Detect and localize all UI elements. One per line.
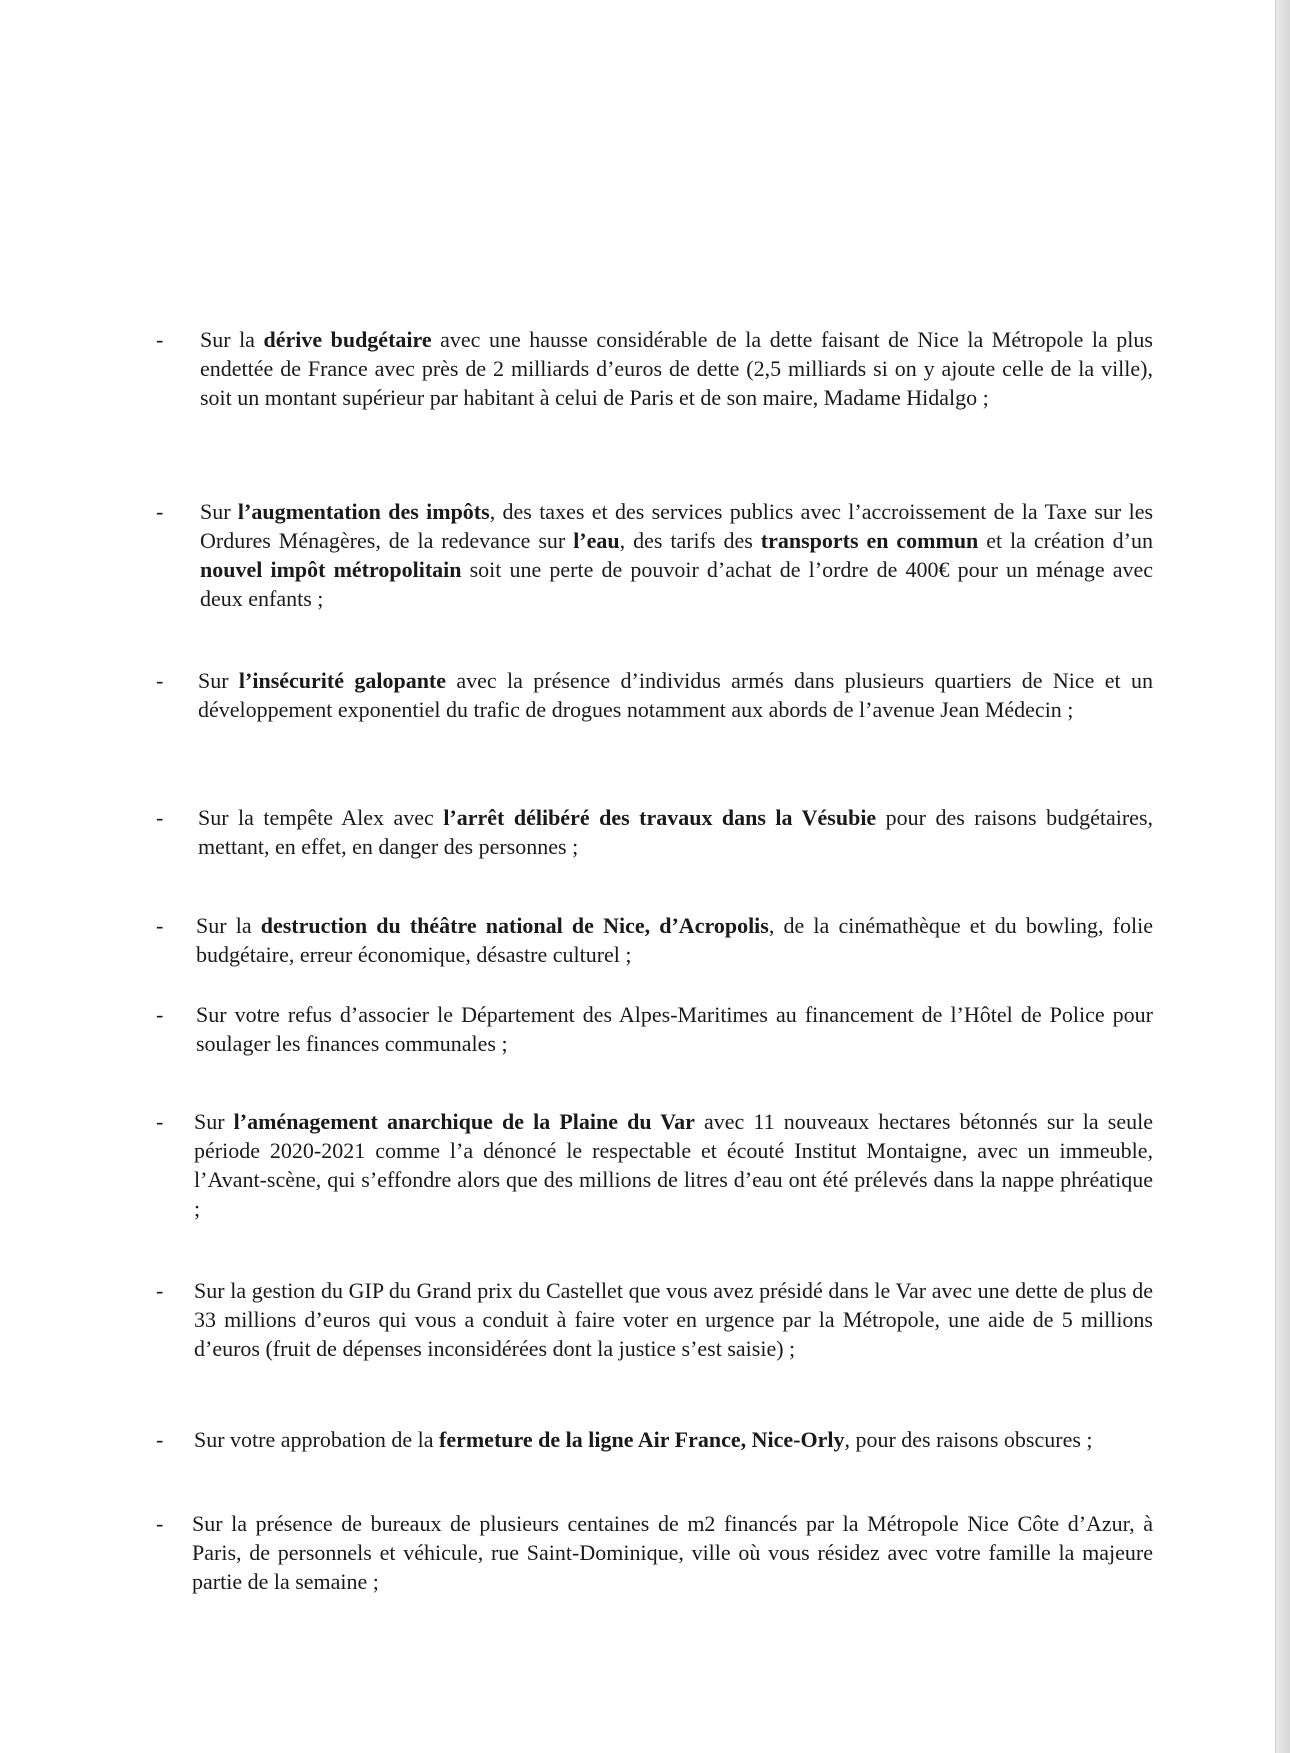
bold-text: transports en commun [760, 528, 979, 553]
text-run: avec la présence d’individus armés dans plusieurs quartiers de Nice et un développement exponentiel du trafic de drogues notamment aux abords de l’avenue Jean Médecin ; [198, 668, 1153, 722]
item-text [194, 1425, 1153, 1454]
text-run: , des tarifs des [619, 528, 761, 553]
text-run: avec 11 nouveaux hectares bétonnés sur la seule période 2020-2021 comme l’a dénoncé le respectable et écouté Institut Montaigne, avec un immeuble, l’Avant-scène, qui s’effondre alors que des millions de litres d’eau ont été prélevés dans la nappe phréatique ; [194, 1109, 1153, 1221]
dash-bullet: - [156, 1002, 164, 1027]
item-text [198, 666, 1153, 724]
bold-text: l’arrêt délibéré des travaux dans la Vésubie [443, 805, 877, 830]
item-text [200, 497, 1153, 613]
bold-text: dérive budgétaire [263, 327, 432, 352]
text-run: Sur [200, 499, 238, 524]
item-text [196, 911, 1153, 969]
bold-text: l’eau [573, 528, 620, 553]
text-run: , des taxes et des services publics avec l’accroissement de la Taxe sur les Ordures Ménagères, de la redevance sur [200, 499, 1154, 553]
text-run: pour des raisons budgétaires, mettant, en effet, en danger des personnes ; [198, 805, 1154, 859]
text-run: Sur [198, 668, 239, 693]
text-run: Sur votre refus d’associer le Département des Alpes-Maritimes au financement de l’Hôtel de Police pour soulager les finances communales ; [196, 1002, 1153, 1056]
bold-text: fermeture de la ligne Air France, Nice-Orly [439, 1427, 845, 1452]
text-run: et la création d’un [978, 528, 1153, 553]
bold-text: l’insécurité galopante [238, 668, 447, 693]
text-run: soit une perte de pouvoir d’achat de l’ordre de 400€ pour un ménage avec deux enfants ; [200, 557, 1153, 611]
text-run: Sur la [196, 913, 261, 938]
dash-bullet: - [156, 668, 164, 693]
item-text [194, 1107, 1153, 1223]
bold-text: l’aménagement anarchique de la Plaine du Var [233, 1109, 695, 1134]
dash-bullet: - [156, 805, 164, 830]
bold-text: destruction du théâtre national de Nice, d’Acropolis [260, 913, 769, 938]
bold-text: nouvel impôt métropolitain [200, 557, 462, 582]
dash-bullet: - [156, 1427, 164, 1452]
item-text [200, 325, 1153, 412]
text-run: Sur la présence de bureaux de plusieurs centaines de m2 financés par la Métropole Nice Côte d’Azur, à Paris, de personnels et véhicule, rue Saint-Dominique, ville où vous résidez avec votre famille la majeure partie de la semaine ; [192, 1511, 1153, 1594]
item-text [198, 803, 1153, 861]
text-run: Sur la tempête Alex avec [198, 805, 444, 830]
dash-bullet: - [156, 1511, 164, 1536]
text-run: Sur la gestion du GIP du Grand prix du Castellet que vous avez présidé dans le Var avec une dette de plus de 33 millions d’euros qui vous a conduit à faire voter en urgence par la Métropole, une aide de 5 millions d’euros (fruit de dépenses inconsidérées dont la justice s’est saisie) ; [194, 1278, 1153, 1361]
item-text [192, 1509, 1153, 1596]
text-run: avec une hausse considérable de la dette faisant de Nice la Métropole la plus endettée de France avec près de 2 milliards d’euros de dette (2,5 milliards si on y ajoute celle de la ville), soit un montant supérieur par habitant à celui de Paris et de son maire, Madame Hidalgo ; [200, 327, 1153, 410]
dash-bullet: - [156, 913, 164, 938]
dash-bullet: - [156, 1109, 164, 1134]
text-run: Sur [194, 1109, 234, 1134]
page-edge [1275, 0, 1290, 1753]
bold-text: l’augmentation des impôts [237, 499, 490, 524]
item-text [196, 1000, 1153, 1058]
text-run: Sur la [200, 327, 264, 352]
item-text [194, 1276, 1153, 1363]
text-run: , pour des raisons obscures ; [844, 1427, 1093, 1452]
dash-bullet: - [156, 1278, 164, 1303]
text-run: , de la cinémathèque et du bowling, folie budgétaire, erreur économique, désastre culturel ; [196, 913, 1153, 967]
dash-bullet: - [156, 327, 164, 352]
dash-bullet: - [156, 499, 164, 524]
text-run: Sur votre approbation de la [194, 1427, 439, 1452]
